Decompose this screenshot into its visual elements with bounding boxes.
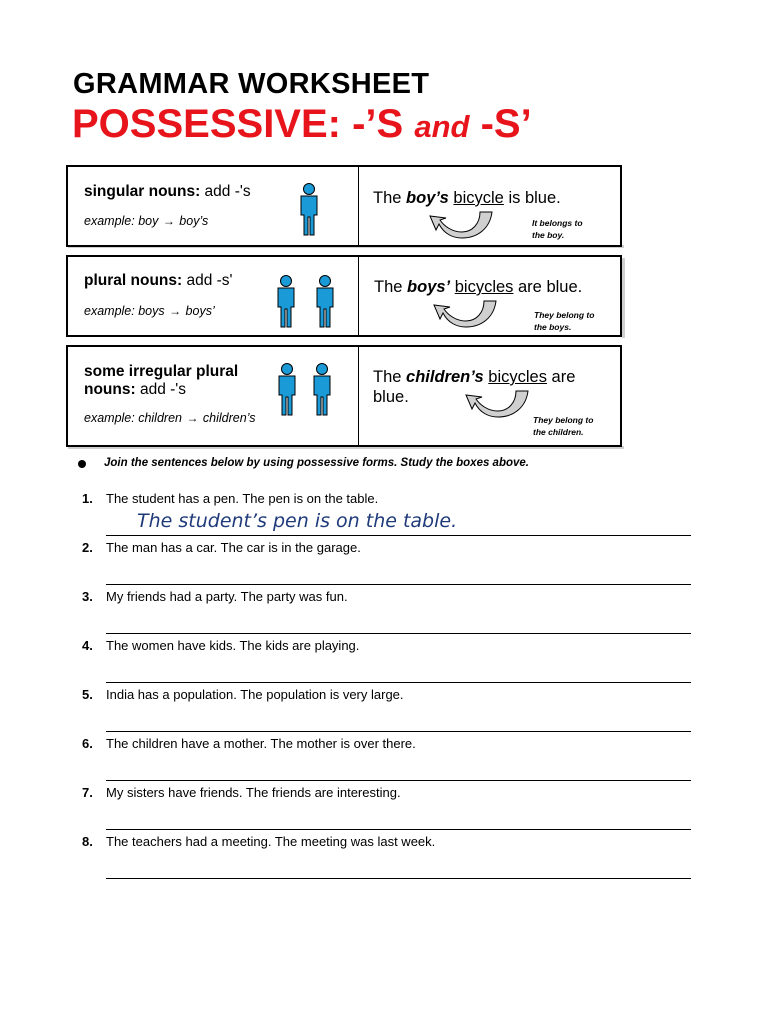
curved-arrow-icon [462, 389, 532, 419]
example-prefix: example: children [84, 411, 186, 425]
subtitle-part-3: -S’ [469, 102, 532, 146]
worksheet-title: GRAMMAR WORKSHEET [73, 68, 430, 100]
sentence-post: are blue. [513, 278, 583, 296]
note-line-1: They belong to [534, 310, 595, 320]
rule-box-singular [66, 165, 622, 247]
box-divider [358, 347, 359, 445]
answer-line[interactable] [106, 731, 691, 732]
example-prefix: example: boy [84, 214, 162, 228]
rule-label-line-1: some irregular plural [84, 363, 239, 380]
worksheet-subtitle [72, 102, 532, 147]
question-text: My friends had a party. The party was fun. [106, 589, 348, 604]
right-arrow-icon: → [162, 214, 175, 228]
rule-label-line-2: nouns: [84, 381, 136, 398]
question-number: 4. [82, 638, 93, 653]
sentence-noun: bicycles [488, 368, 547, 386]
note-line-2: the boys. [534, 322, 572, 332]
note-line-2: the boy. [532, 230, 565, 240]
rule-label: plural nouns: [84, 272, 183, 289]
answer-line[interactable] [106, 829, 691, 830]
example-sentence [373, 188, 561, 208]
sample-answer: The student’s pen is on the table. [137, 510, 458, 532]
answer-line[interactable] [106, 878, 691, 879]
subtitle-and: and [414, 109, 470, 144]
note-line-1: They belong to [533, 415, 594, 425]
person-figure-icon [311, 363, 333, 417]
answer-line[interactable] [106, 682, 691, 683]
question-text: The women have kids. The kids are playing. [106, 638, 360, 653]
box-divider [358, 257, 359, 335]
rule-box-plural [66, 255, 622, 337]
question-number: 1. [82, 491, 93, 506]
rule-suffix: add -'s [135, 381, 187, 398]
sentence-post: is blue. [503, 189, 561, 207]
sentence-pre: The [374, 278, 408, 296]
example-result: boy’s [175, 214, 209, 228]
rule-box-irregular [66, 345, 622, 447]
question-text: My sisters have friends. The friends are interesting. [106, 785, 401, 800]
sentence-pre: The [373, 189, 407, 207]
person-figure-icon [275, 275, 297, 329]
rule-label: singular nouns: [84, 183, 201, 200]
bullet-icon [78, 460, 86, 468]
answer-line[interactable] [106, 535, 691, 536]
rule-text [84, 272, 233, 290]
example-sentence [374, 277, 582, 297]
answer-line[interactable] [106, 584, 691, 585]
person-figure-icon [314, 275, 336, 329]
question-text: The teachers had a meeting. The meeting was last week. [106, 834, 436, 849]
rule-suffix: add -'s [200, 183, 251, 200]
curved-arrow-icon [430, 299, 500, 329]
question-text: The children have a mother. The mother is over there. [106, 736, 416, 751]
box-shadow [622, 258, 625, 338]
note-line-1: It belongs to [532, 218, 583, 228]
example-result: boys’ [182, 304, 215, 318]
box-divider [358, 167, 359, 245]
sentence-post: are [546, 368, 576, 386]
question-number: 2. [82, 540, 93, 555]
sentence-noun: bicycles [454, 278, 514, 296]
question-text: The student has a pen. The pen is on the table. [106, 491, 379, 506]
sentence-pre: The [373, 368, 407, 386]
sentence-possessive: children’s [406, 368, 484, 386]
belongs-note [532, 217, 583, 241]
question-number: 6. [82, 736, 93, 751]
belongs-note [533, 414, 593, 438]
answer-line[interactable] [106, 780, 691, 781]
instruction-text: Join the sentences below by using possessive forms. Study the boxes above. [104, 457, 529, 469]
subtitle-part-1: POSSESSIVE: -’S [72, 102, 415, 146]
example-prefix: example: boys [84, 304, 169, 318]
example-text [84, 411, 256, 425]
question-text: The man has a car. The car is in the garage. [106, 540, 361, 555]
curved-arrow-icon [426, 210, 496, 240]
example-text [84, 214, 208, 228]
belongs-note [534, 309, 594, 333]
right-arrow-icon: → [186, 411, 199, 425]
question-number: 7. [82, 785, 93, 800]
sentence-possessive: boys’ [407, 278, 451, 296]
rule-text [84, 363, 238, 399]
question-number: 5. [82, 687, 93, 702]
sentence-noun: bicycle [453, 189, 504, 207]
example-text [84, 304, 215, 318]
question-number: 8. [82, 834, 93, 849]
question-number: 3. [82, 589, 93, 604]
person-figure-icon [276, 363, 298, 417]
rule-suffix: add -s' [182, 272, 233, 289]
right-arrow-icon: → [169, 304, 182, 318]
person-figure-icon [298, 183, 320, 237]
rule-text [84, 183, 251, 201]
question-text: India has a population. The population is very large. [106, 687, 404, 702]
sentence-line-2: blue. [373, 388, 409, 406]
sentence-possessive: boy’s [406, 189, 449, 207]
answer-line[interactable] [106, 633, 691, 634]
note-line-2: the children. [533, 427, 584, 437]
example-result: children’s [199, 411, 256, 425]
